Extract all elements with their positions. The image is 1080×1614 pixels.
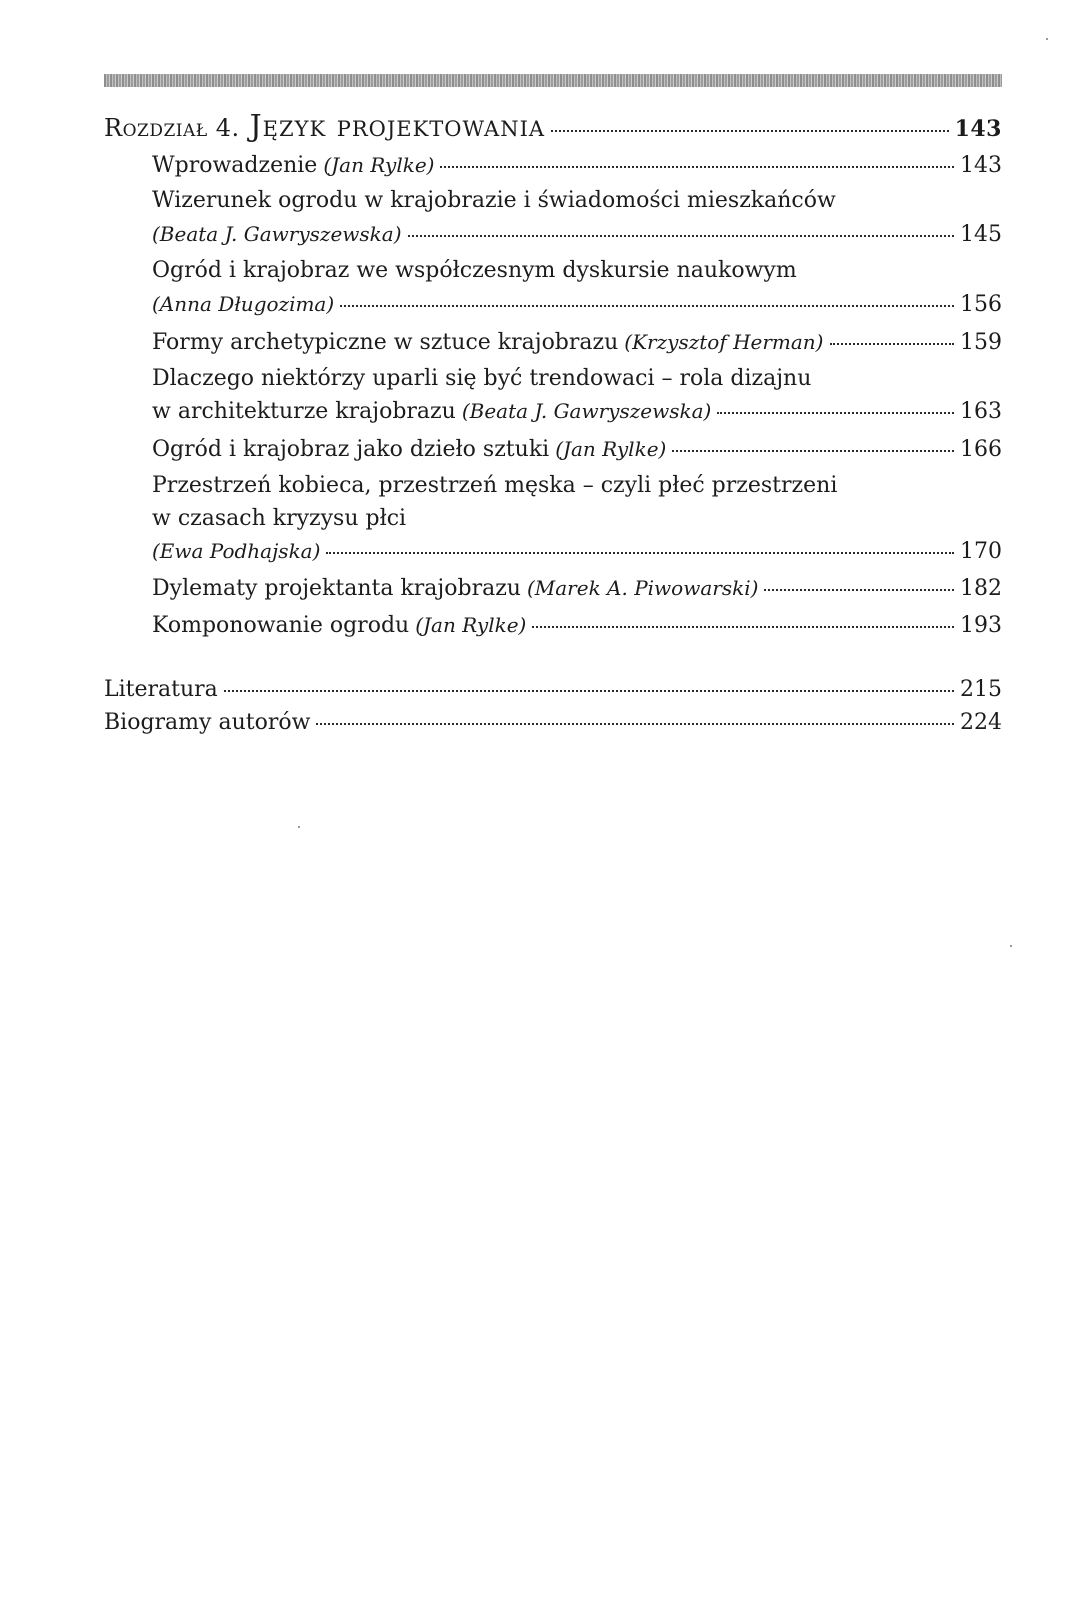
leader-dots (408, 234, 954, 237)
toc-entry (152, 221, 1002, 248)
entry-author: (Beata J. Gawryszewska) (152, 222, 402, 246)
entry-author: (Anna Długozima) (152, 292, 335, 316)
entry-title: Ogród i krajobraz we współczesnym dyskursie naukowym (152, 258, 797, 283)
toc-entry (152, 436, 1002, 463)
entry-author: (Jan Rylke) (415, 613, 527, 637)
toc-entry (152, 398, 1002, 425)
entry-title-line2: w czasach kryzysu płci (152, 506, 407, 531)
entry-title: Przestrzeń kobieca, przestrzeń męska – czyli płeć przestrzeni (152, 473, 838, 498)
entry-page: 224 (960, 710, 1002, 735)
scan-speck (1046, 38, 1048, 40)
entry-author: (Beata J. Gawryszewska) (461, 399, 712, 423)
entry-page: 182 (960, 576, 1002, 601)
leader-dots (316, 722, 954, 725)
entry-title: Wizerunek ogrodu w krajobrazie i świadomości mieszkańców (152, 188, 836, 213)
leader-dots (551, 129, 949, 132)
toc-entry-biogramy (104, 710, 1002, 736)
entry-page: 215 (960, 677, 1002, 702)
toc-entry (152, 291, 1002, 318)
entry-title: Formy archetypiczne w sztuce krajobrazu (152, 330, 619, 355)
leader-dots (532, 625, 954, 628)
scan-speck (298, 826, 300, 828)
entry-page: 143 (960, 153, 1002, 178)
leader-dots (440, 165, 954, 168)
leader-dots (326, 551, 954, 554)
entry-author: (Jan Rylke) (555, 437, 667, 461)
entry-title: Biogramy autorów (104, 710, 311, 735)
entry-author: (Ewa Podhajska) (152, 539, 321, 563)
entry-page: 166 (960, 437, 1002, 462)
leader-dots (672, 449, 954, 452)
entry-page: 163 (960, 399, 1002, 424)
entry-title: Dylematy projektanta krajobrazu (152, 576, 521, 601)
chapter-page: 143 (954, 116, 1002, 142)
chapter-prefix: Rozdział 4. (104, 114, 240, 142)
leader-dots (764, 588, 954, 591)
entry-page: 193 (960, 613, 1002, 638)
leader-dots (830, 342, 955, 345)
leader-dots (717, 411, 954, 414)
entry-page: 159 (960, 330, 1002, 355)
entry-author: (Krzysztof Herman) (624, 330, 824, 354)
entry-page: 156 (960, 292, 1002, 317)
toc-entry (152, 152, 1002, 179)
entry-page: 145 (960, 222, 1002, 247)
leader-dots (340, 304, 954, 307)
toc-entry (152, 538, 1002, 565)
leader-dots (224, 689, 954, 692)
entry-author: (Marek A. Piwowarski) (526, 576, 759, 600)
toc-entry (152, 575, 1002, 602)
toc-entry (152, 612, 1002, 639)
chapter-title: Język projektowania (249, 109, 546, 144)
header-rule (104, 74, 1002, 87)
entry-title: Komponowanie ogrodu (152, 613, 410, 638)
chapter-heading (104, 109, 1002, 144)
scan-speck (1010, 945, 1012, 947)
entry-title: Ogród i krajobraz jako dzieło sztuki (152, 437, 550, 462)
toc-entry-literatura (104, 677, 1002, 703)
toc-entry (152, 329, 1002, 356)
entry-title: Dlaczego niektórzy uparli się być trendowaci – rola dizajnu (152, 366, 812, 391)
entry-title: Literatura (104, 677, 218, 702)
entry-author: (Jan Rylke) (323, 153, 435, 177)
entry-page: 170 (960, 539, 1002, 564)
entry-title-line2: w architekturze krajobrazu (152, 399, 456, 424)
entry-title: Wprowadzenie (152, 153, 318, 178)
